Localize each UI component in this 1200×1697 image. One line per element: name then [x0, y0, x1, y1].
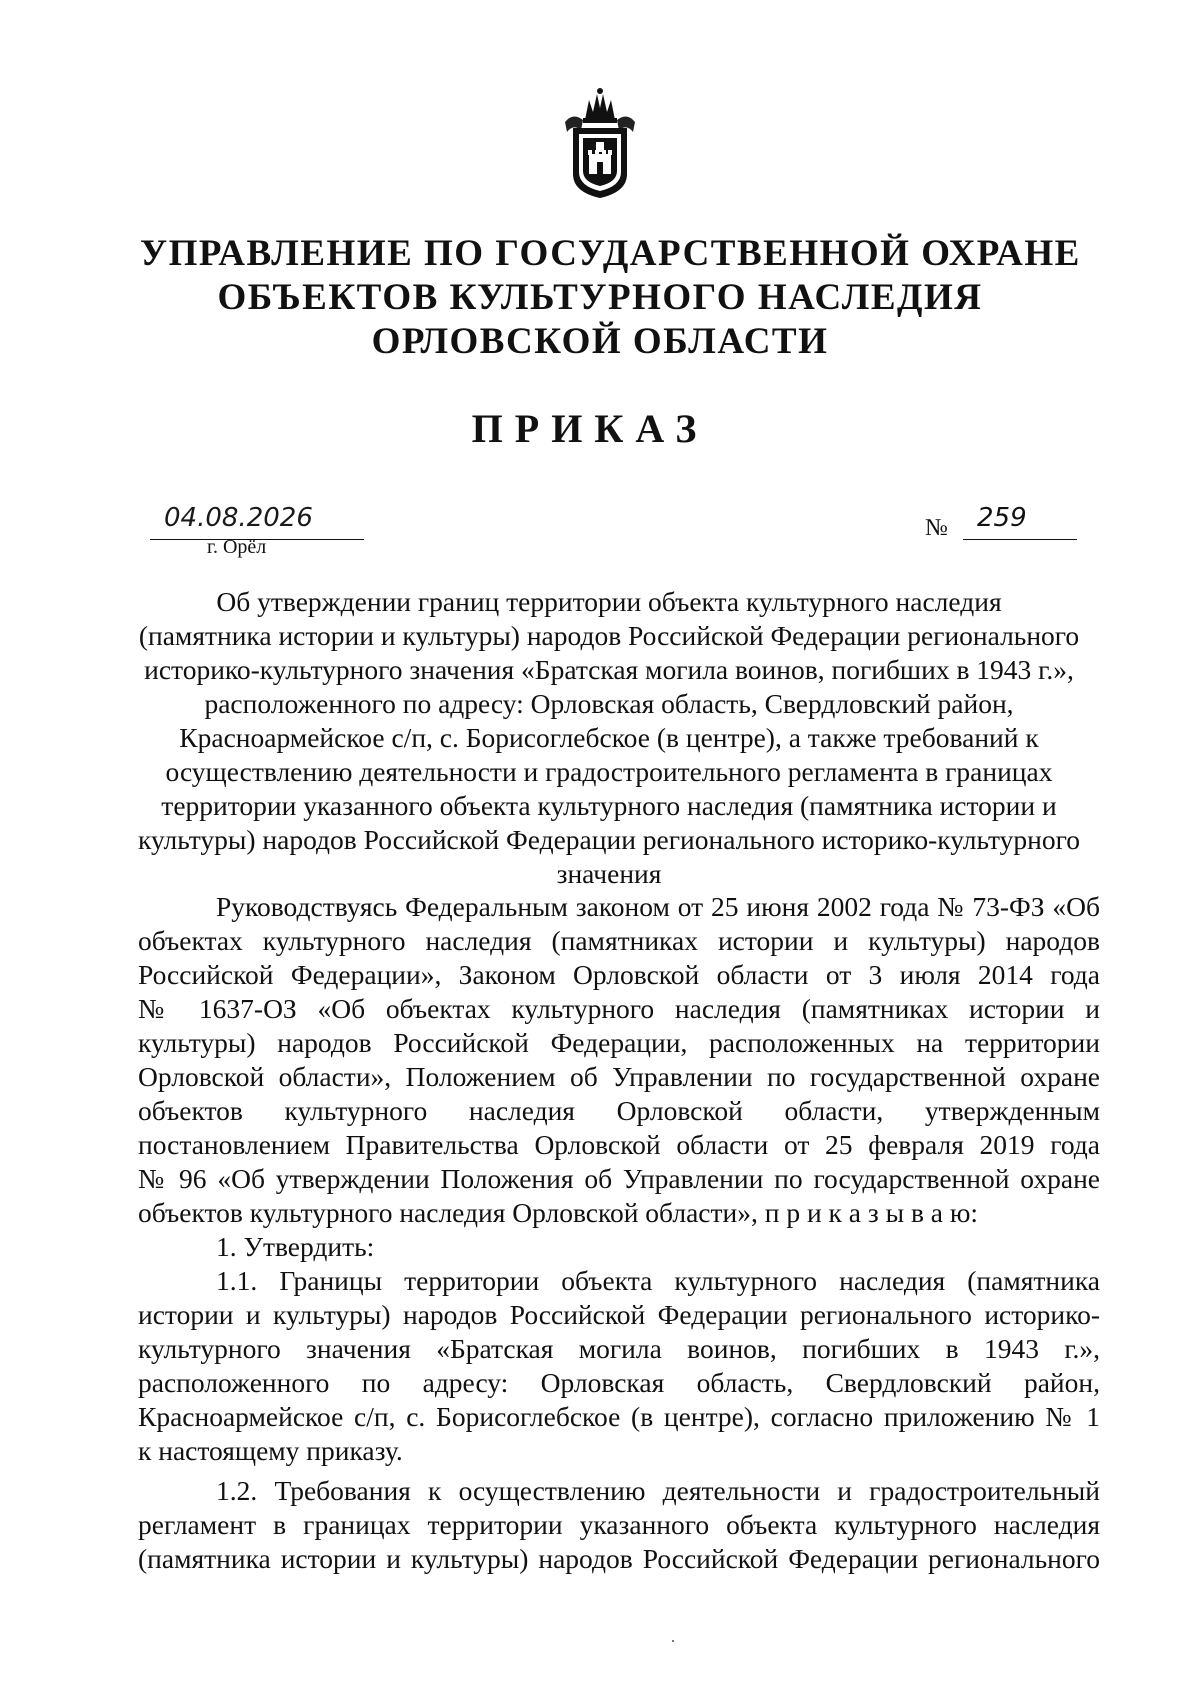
authority-line-2: ОБЪЕКТОВ КУЛЬТУРНОГО НАСЛЕДИЯ — [217, 277, 983, 318]
order-date: 04.08.2026 — [150, 503, 364, 540]
preamble-line: постановлением Правительства Орловской области от 25 февраля 2019 года — [138, 1129, 1100, 1160]
preamble-line: Руководствуясь Федеральным законом от 25 июня 2002 года № 73-ФЗ «Об — [216, 891, 1100, 922]
subject-line: территории указанного объекта культурного наследия (памятника истории и — [161, 790, 1057, 821]
subject-line: Об утверждении границ территории объекта культурного наследия — [216, 586, 1002, 617]
item-1 — [138, 1230, 1100, 1264]
preamble-line: № 96 «Об утверждении Положения об Управлении по государственной охране — [138, 1163, 1100, 1194]
item-1-2-line: (памятника истории и культуры) народов Российской Федерации регионального — [138, 1543, 1100, 1574]
authority-line-1: УПРАВЛЕНИЕ ПО ГОСУДАРСТВЕННОЙ ОХРАНЕ — [140, 233, 1081, 274]
subject-line: культуры) народов Российской Федерации регионального историко-культурного — [138, 824, 1080, 855]
order-number: 259 — [963, 503, 1077, 540]
number-sign: № — [925, 515, 948, 541]
item-1-2 — [138, 1474, 1100, 1576]
coat-of-arms-emblem — [555, 82, 645, 202]
item-1-1-line: Красноармейское с/п, с. Борисоглебское (в центре), согласно приложению № 1 — [138, 1401, 1100, 1432]
item-1-2-line: 1.2. Требования к осуществлению деятельности и градостроительный — [216, 1475, 1100, 1506]
preamble-line: Орловской области», Положением об Управлении по государственной охране — [138, 1061, 1100, 1092]
subject-line: Красноармейское с/п, с. Борисоглебское (в центре), а также требований к — [179, 722, 1039, 753]
preamble-paragraph — [138, 890, 1100, 1230]
authority-line-3: ОРЛОВСКОЙ ОБЛАСТИ — [371, 321, 829, 362]
subject-line: осуществлению деятельности и градостроительного регламента в границах — [165, 756, 1053, 787]
preamble-line: № 1637-ОЗ «Об объектах культурного наследия (памятниках истории и — [138, 993, 1100, 1024]
item-1-2-line: регламент в границах территории указанного объекта культурного наследия — [138, 1509, 1100, 1540]
issuing-authority — [140, 232, 1081, 364]
item-1-1-line: расположенного по адресу: Орловская область, Свердловский район, — [138, 1367, 1100, 1398]
item-1-1-line: истории и культуры) народов Российской Федерации регионального историко- — [138, 1299, 1100, 1330]
item-1-1-line: к настоящему приказу. — [138, 1435, 403, 1466]
preamble-line: объектов культурного наследия Орловской области», п р и к а з ы в а ю: — [138, 1197, 979, 1228]
item-1-1-line: культурного значения «Братская могила воинов, погибших в 1943 г.», — [138, 1333, 1100, 1364]
item-1-text: 1. Утвердить: — [216, 1231, 375, 1262]
preamble-line: объектах культурного наследия (памятниках истории и культуры) народов — [138, 925, 1100, 956]
document-type-title: ПРИКАЗ — [471, 406, 709, 451]
subject-line: расположенного по адресу: Орловская область, Свердловский район, — [204, 688, 1014, 719]
preamble-line: культуры) народов Российской Федерации, расположенных на территории — [138, 1027, 1100, 1058]
subject-line: (памятника истории и культуры) народов Российской Федерации регионального — [138, 620, 1080, 651]
item-1-1-line: 1.1. Границы территории объекта культурного наследия (памятника — [216, 1265, 1100, 1296]
preamble-line: объектов культурного наследия Орловской области, утвержденным — [138, 1095, 1100, 1126]
subject-line: историко-культурного значения «Братская могила воинов, погибших в 1943 г.», — [144, 654, 1074, 685]
order-city: г. Орёл — [207, 536, 267, 558]
order-subject — [120, 585, 1098, 891]
preamble-line: Российской Федерации», Законом Орловской области от 3 июля 2014 года — [138, 959, 1100, 990]
subject-line: значения — [556, 858, 662, 889]
item-1-1 — [138, 1264, 1100, 1468]
scan-speck — [672, 1640, 674, 1642]
